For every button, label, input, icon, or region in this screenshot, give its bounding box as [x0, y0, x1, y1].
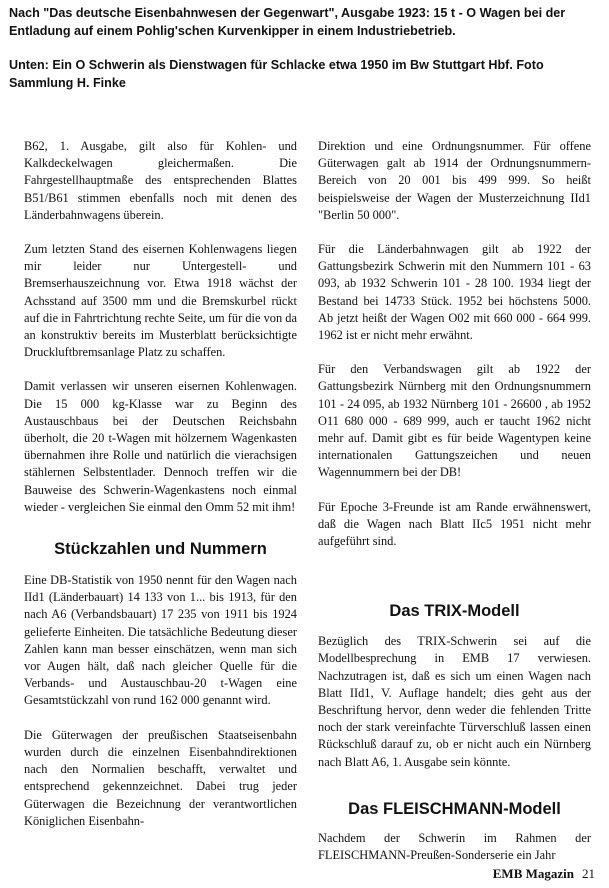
section-heading-fleischmann: Das FLEISCHMANN-Modell	[348, 799, 561, 818]
paragraph: Direktion und eine Ordnungsnummer. Für offene Güterwagen galt ab 1914 der Ordnungsnummern-Bereich von 20 001 bis 499 999. So heißt beispielsweise der Wagen der Musterzeichnung IId1 "Berlin 50 000".	[318, 139, 591, 222]
paragraph: Eine DB-Statistik von 1950 nennt für den Wagen nach IId1 (Länderbauart) 14 133 von 1... bis 1913, für den nach A6 (Verbandsbauart) 17 235 von 1911 bis 1924 gelieferte Einheiten. Die tatsächliche Bedeutung dieser Zahlen kann man besser einschätzen, wenn man sich vor Augen hält, daß nach gleicher Quelle für die Verbands- und Austauschbau-20 t-Wagen eine Gesamtstückzahl von rund 162 000 genannt wird.	[24, 573, 297, 708]
page-number: 21	[582, 866, 595, 881]
paragraph: Für Epoche 3-Freunde ist am Rande erwähnenswert, daß die Wagen nach Blatt IIc5 1951 nicht mehr aufgeführt sind.	[318, 499, 591, 549]
page-footer	[493, 866, 595, 882]
paragraph: Nachdem der Schwerin im Rahmen der FLEISCHMANN-Preußen-Sonderserie ein Jahr	[318, 830, 591, 863]
paragraph: Bezüglich des TRIX-Schwerin sei auf die Modellbesprechung in EMB 17 verwiesen. Nachzutragen ist, daß es sich um einen Wagen nach Blatt IId1, V. Auflage handelt; dies geht aus der Beschriftung hervor, denn weder die fehlenden Tritte noch der stark vereinfachte Türverschluß lassen einen Rückschluß darauf zu, ob er nicht auch ein Nürnberg nach Blatt A6, 1. Ausgabe sein könnte.	[318, 634, 591, 769]
column-left	[24, 138, 297, 847]
paragraph: Damit verlassen wir unseren eisernen Kohlenwagen. Die 15 000 kg-Klasse war zu Beginn des Austauschbaus bei der Deutschen Reichsbahn überholt, die 20 t-Wagen mit hölzernem Wagenkasten übernahmen ihre Rolle und natürlich die vierachsigen stählernen Selbstentlader. Dennoch treffen wir die Bauweise des Schwerin-Wagenkastens noch einmal wieder - vergleichen Sie einmal den Omm 52 mit ihm!	[24, 379, 297, 514]
caption-top: Nach "Das deutsche Eisenbahnwesen der Gegenwart", Ausgabe 1923: 15 t - O Wagen bei der Entladung auf einem Pohlig'schen Kurvenkipper in einem Industriebetrieb.	[9, 6, 566, 38]
section-heading-trix: Das TRIX-Modell	[389, 602, 520, 621]
paragraph: Die Güterwagen der preußischen Staatseisenbahn wurden durch die einzelnen Eisenbahndirektionen nach den Normalien beschafft, verwaltet und entsprechend gekennzeichnet. Dabei trug jeder Güterwagen die Bezeichnung der verantwortlichen Königlichen Eisenbahn-	[24, 727, 297, 828]
column-right	[318, 138, 591, 881]
paragraph: Zum letzten Stand des eisernen Kohlenwagens liegen mir leider nur Untergestell- und Bremserhauszeichnung vor. Etwa 1918 wächst der Achsstand auf 3500 mm und die Bremskurbel rückt auf die in Fahrtrichtung rechte Seite, um für die von da an konstruktiv bereits im Musterblatt berücksichtigte Druckluftbremsanlage Platz zu schaffen.	[24, 242, 297, 360]
magazine-name: EMB Magazin	[492, 866, 574, 881]
caption-bottom: Unten: Ein O Schwerin als Dienstwagen für Schlacke etwa 1950 im Bw Stuttgart Hbf. Foto Sammlung H. Finke	[9, 58, 544, 90]
section-heading-stueckzahlen: Stückzahlen und Nummern	[54, 540, 267, 559]
paragraph: Für die Länderbahnwagen gilt ab 1922 der Gattungsbezirk Schwerin mit den Nummern 101 - 63 093, ab 1932 Schwerin 101 - 28 100. 1934 liegt der Bestand bei 14733 Stück. 1952 bei höchstens 5000. Ab jetzt heißt der Wagen O02 mit 660 000 - 664 999. 1962 ist er nicht mehr erwähnt.	[318, 242, 591, 343]
paragraph: Für den Verbandswagen gilt ab 1922 der Gattungsbezirk Nürnberg mit den Ordnungsnummern 101 - 24 095, ab 1932 Nürnberg 101 - 26600 , ab 1952 O11 680 000 - 689 999, auch er taucht 1962 nicht mehr auf. Damit gibt es für beide Wagentypen keine internationalen Gattungszeichen und neuen Wagennummern bei der DB!	[318, 362, 591, 480]
paragraph: B62, 1. Ausgabe, gilt also für Kohlen- und Kalkdeckelwagen gleichermaßen. Die Fahrgestellhauptmaße des entsprechenden Blattes B51/B61 stimmen ebenfalls noch mit denen des Länderbahnwagens überein.	[24, 139, 297, 222]
